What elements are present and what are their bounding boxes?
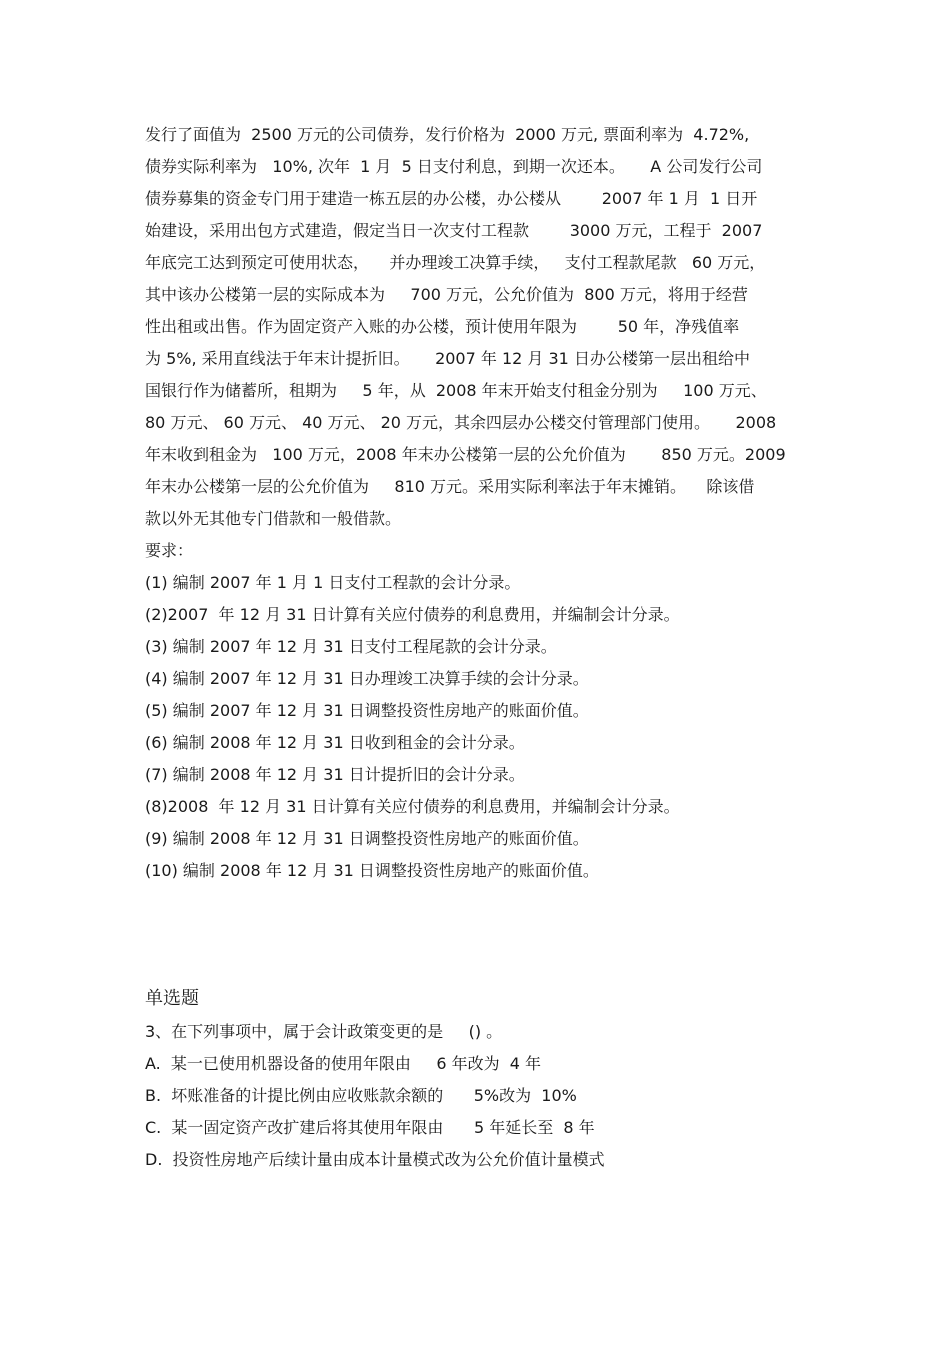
paragraph-line: 国银行作为储蓄所，租期为 5 年，从 2008 年末开始支付租金分别为 100 万元、 [145, 381, 767, 400]
section-heading: 单选题 [145, 988, 199, 1009]
question-text: 3、在下列事项中，属于会计政策变更的是 () 。 [145, 1022, 503, 1041]
paragraph-line: 债券实际利率为 10%, 次年 1 月 5 日支付利息，到期一次还本。 A 公司发行公司 [145, 157, 763, 176]
requirement-item: (7) 编制 2008 年 12 月 31 日计提折旧的会计分录。 [145, 765, 525, 784]
requirements-label: 要求： [145, 541, 194, 560]
paragraph-line: 款以外无其他专门借款和一般借款。 [145, 509, 402, 528]
requirement-item: (6) 编制 2008 年 12 月 31 日收到租金的会计分录。 [145, 733, 525, 752]
requirement-item: (8)2008 年 12 月 31 日计算有关应付债券的利息费用，并编制会计分录。 [145, 797, 680, 816]
paragraph-line: 性出租或出售。作为固定资产入账的办公楼，预计使用年限为 50 年，净残值率 [145, 317, 740, 336]
requirement-item: (2)2007 年 12 月 31 日计算有关应付债券的利息费用，并编制会计分录。 [145, 605, 680, 624]
paragraph-line: 为 5%, 采用直线法于年末计提折旧。 2007 年 12 月 31 日办公楼第一层出租给中 [145, 349, 750, 368]
option-b: B. 坏账准备的计提比例由应收账款余额的 5%改为 10% [145, 1086, 577, 1105]
requirement-item: (5) 编制 2007 年 12 月 31 日调整投资性房地产的账面价值。 [145, 701, 589, 720]
option-d: D. 投资性房地产后续计量由成本计量模式改为公允价值计量模式 [145, 1150, 605, 1169]
paragraph-line: 年底完工达到预定可使用状态， 并办理竣工决算手续， 支付工程款尾款 60 万元， [145, 253, 766, 272]
paragraph-line: 80 万元、 60 万元、 40 万元、 20 万元，其余四层办公楼交付管理部门使用。 2008 [145, 413, 777, 432]
paragraph-line: 始建设，采用出包方式建造，假定当日一次支付工程款 3000 万元，工程于 2007 [145, 221, 763, 240]
requirement-item: (1) 编制 2007 年 1 月 1 日支付工程款的会计分录。 [145, 573, 521, 592]
paragraph-line: 年末办公楼第一层的公允价值为 810 万元。采用实际利率法于年末摊销。 除该借 [145, 477, 755, 496]
requirement-item: (3) 编制 2007 年 12 月 31 日支付工程尾款的会计分录。 [145, 637, 557, 656]
paragraph-line: 发行了面值为 2500 万元的公司债券，发行价格为 2000 万元, 票面利率为 4.72%, [145, 125, 750, 144]
requirement-item: (9) 编制 2008 年 12 月 31 日调整投资性房地产的账面价值。 [145, 829, 589, 848]
option-c: C. 某一固定资产改扩建后将其使用年限由 5 年延长至 8 年 [145, 1118, 595, 1137]
requirement-item: (10) 编制 2008 年 12 月 31 日调整投资性房地产的账面价值。 [145, 861, 599, 880]
paragraph-line: 年末收到租金为 100 万元，2008 年末办公楼第一层的公允价值为 850 万元。2009 [145, 445, 786, 464]
requirement-item: (4) 编制 2007 年 12 月 31 日办理竣工决算手续的会计分录。 [145, 669, 589, 688]
paragraph-line: 债券募集的资金专门用于建造一栋五层的办公楼，办公楼从 2007 年 1 月 1 日开 [145, 189, 758, 208]
option-a: A. 某一已使用机器设备的使用年限由 6 年改为 4 年 [145, 1054, 542, 1073]
paragraph-line: 其中该办公楼第一层的实际成本为 700 万元，公允价值为 800 万元，将用于经营 [145, 285, 748, 304]
